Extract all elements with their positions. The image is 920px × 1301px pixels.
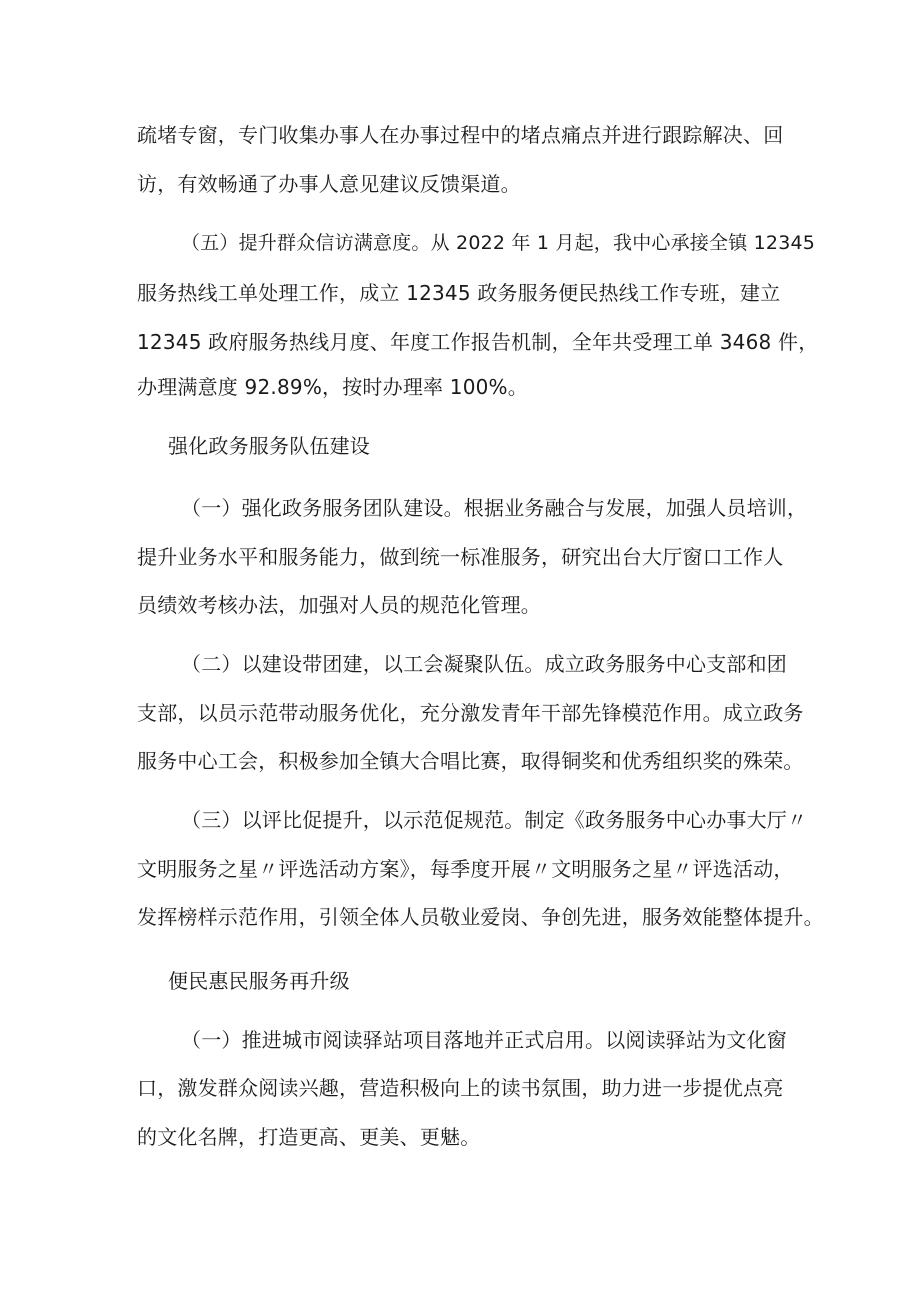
section-heading: 便民惠民服务再升级 xyxy=(168,969,350,993)
section-heading: 强化政务服务队伍建设 xyxy=(168,434,370,458)
paragraph-line: （五）提升群众信访满意度。从 2022 年 1 月起，我中心承接全镇 12345 xyxy=(181,232,816,254)
paragraph-line: 的文化名牌，打造更高、更美、更魅。 xyxy=(137,1125,481,1149)
paragraph-line: 服务中心工会，积极参加全镇大合唱比赛，取得铜奖和优秀组织奖的殊荣。 xyxy=(137,749,804,773)
paragraph-line: 员绩效考核办法，加强对人员的规范化管理。 xyxy=(137,593,541,617)
paragraph-line: （一）强化政务服务团队建设。根据业务融合与发展，加强人员培训， xyxy=(181,496,808,520)
paragraph-line: （一）推进城市阅读驿站项目落地并正式启用。以阅读驿站为文化窗 xyxy=(181,1028,787,1052)
paragraph-line: 发挥榜样示范作用，引领全体人员敬业爱岗、争创先进，服务效能整体提升。 xyxy=(137,905,824,929)
paragraph-line: （三）以评比促提升，以示范促规范。制定《政务服务中心办事大厅〃 xyxy=(181,808,808,832)
paragraph-line: 文明服务之星〃评选活动方案》，每季度开展〃文明服务之星〃评选活动， xyxy=(137,857,794,881)
paragraph-line: 服务热线工单处理工作，成立 12345 政务服务便民热线工作专班，建立 xyxy=(137,281,781,305)
paragraph-line: 疏堵专窗，专门收集办事人在办事过程中的堵点痛点并进行跟踪解决、回 xyxy=(137,123,784,147)
paragraph-line: 支部，以员示范带动服务优化，充分激发青年干部先锋模范作用。成立政务 xyxy=(137,701,804,725)
paragraph-line: 提升业务水平和服务能力，做到统一标准服务，研究出台大厅窗口工作人 xyxy=(137,545,784,569)
paragraph-line: 口，激发群众阅读兴趣，营造积极向上的读书氛围，助力进一步提优点亮 xyxy=(137,1076,784,1100)
paragraph-line: 访，有效畅通了办事人意见建议反馈渠道。 xyxy=(137,172,521,196)
paragraph-line: 办理满意度 92.89%，按时办理率 100%。 xyxy=(137,375,528,399)
paragraph-line: （二）以建设带团建，以工会凝聚队伍。成立政务服务中心支部和团 xyxy=(181,652,787,676)
paragraph-line: 12345 政府服务热线月度、年度工作报告机制，全年共受理工单 3468 件， xyxy=(137,330,819,354)
